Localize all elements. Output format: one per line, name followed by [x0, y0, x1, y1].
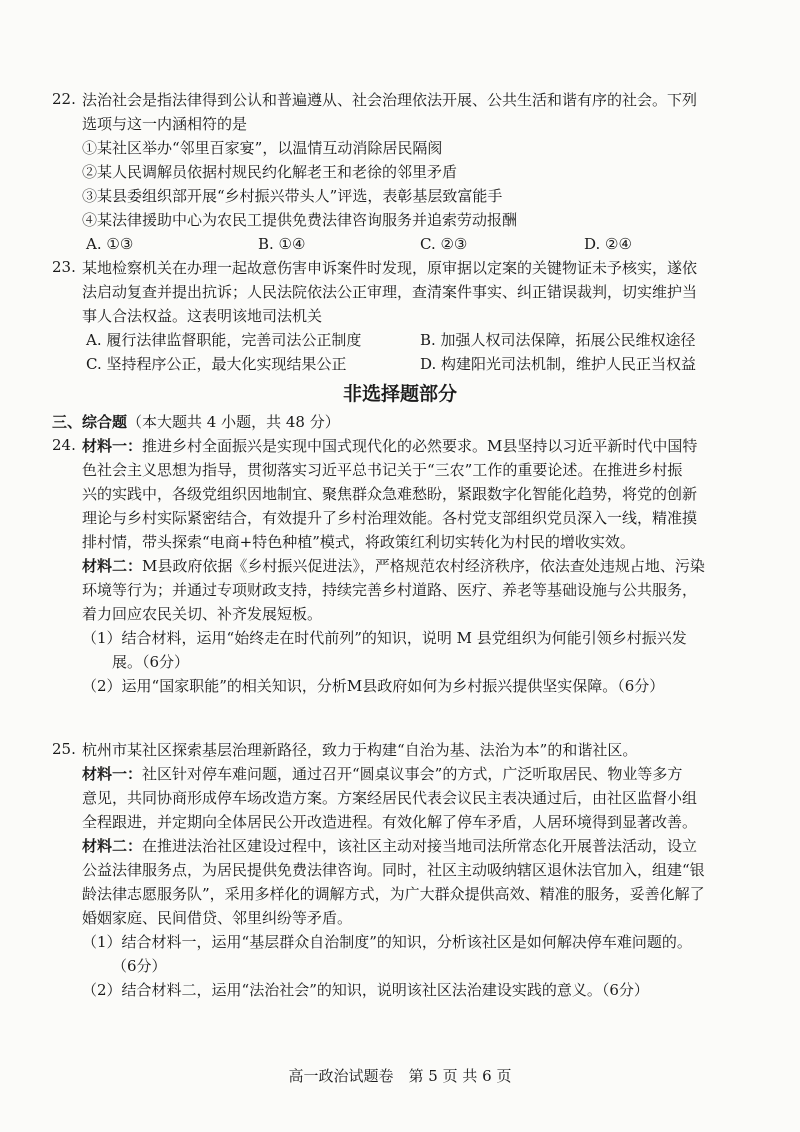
section-heading-note: （本大题共 4 小题，共 48 分） — [127, 413, 340, 431]
material-label: 材料二： — [82, 557, 143, 575]
material-text: M县政府依据《乡村振兴促进法》，严格规范农村经济秩序，依法查处违规占地、污染 — [142, 557, 705, 575]
option-b: B. 加强人权司法保障，拓展公民维权途径 — [420, 331, 696, 349]
material-line — [82, 556, 705, 576]
material-line: 全程跟进，并定期向全体居民公开改造进程。有效化解了停车矛盾，人居环境得到显著改善。 — [82, 813, 698, 831]
sub-question-cont: （6分） — [112, 957, 167, 975]
statement-item: ①某社区举办“邻里百家宴”，以温情互动消除居民隔阂 — [82, 139, 443, 157]
material-line: 着力回应农民关切、补齐发展短板。 — [82, 605, 323, 623]
material-text: 在推进法治社区建设过程中，该社区主动对接当地司法所常态化开展普法活动，设立 — [142, 837, 698, 855]
sub-question: （1）结合材料，运用“始终走在时代前列”的知识，说明 M 县党组织为何能引领乡村振兴发 — [82, 629, 687, 647]
material-line — [82, 436, 697, 456]
section-heading — [52, 412, 340, 432]
question-stem-line: 某地检察机关在办理一起故意伤害申诉案件时发现，原审据以定案的关键物证未予核实，遂依 — [82, 259, 698, 277]
statement-item: ④某法律援助中心为农民工提供免费法律咨询服务并追索劳动报酬 — [82, 211, 518, 229]
material-line: 环境等行为；并通过专项财政支持，持续完善乡村道路、医疗、养老等基础设施与公共服务， — [82, 581, 698, 599]
material-text: 推进乡村全面振兴是实现中国式现代化的必然要求。M县坚持以习近平新时代中国特 — [142, 437, 698, 455]
option-a: A. 履行法律监督职能，完善司法公正制度 — [86, 331, 362, 349]
section-title: 非选择题部分 — [342, 383, 457, 405]
question-number: 25. — [52, 740, 76, 758]
statement-item: ②某人民调解员依据村规民约化解老王和老徐的邻里矛盾 — [82, 163, 458, 181]
page-footer: 高一政治试题卷 第 5 页 共 6 页 — [288, 1067, 512, 1085]
statement-item: ③某县委组织部开展“乡村振兴带头人”评选，表彰基层致富能手 — [82, 187, 503, 205]
sub-question: （2）运用“国家职能”的相关知识，分析M县政府如何为乡村振兴提供坚实保障。（6分） — [82, 677, 665, 695]
material-line — [82, 764, 682, 784]
section-heading-label: 三、综合题 — [52, 413, 128, 431]
material-line: 龄法律志愿服务队”，采用多样化的调解方式，为广大群众提供高效、精准的服务，妥善化解了 — [82, 885, 705, 903]
sub-question: （2）结合材料二，运用“法治社会”的知识，说明该社区法治建设实践的意义。（6分） — [82, 981, 649, 999]
material-line: 理论与乡村实际紧密结合，有效提升了乡村治理效能。各村党支部组织党员深入一线，精准摸 — [82, 509, 698, 527]
material-line: 意见，共同协商形成停车场改造方案。方案经居民代表会议民主表决通过后，由社区监督小组 — [82, 789, 698, 807]
material-label: 材料一： — [82, 437, 143, 455]
question-stem-line: 选项与这一内涵相符的是 — [82, 115, 248, 133]
question-number: 23. — [52, 258, 76, 276]
option-a: A. ①③ — [86, 235, 134, 253]
question-intro: 杭州市某社区探索基层治理新路径，致力于构建“自治为基、法治为本”的和谐社区。 — [82, 741, 638, 759]
material-label: 材料一： — [82, 765, 143, 783]
option-b: B. ①④ — [258, 235, 306, 253]
material-line: 婚姻家庭、民间借贷、邻里纠纷等矛盾。 — [82, 909, 353, 927]
question-stem-line: 法启动复查并提出抗诉；人民法院依法公正审理，查清案件事实、纠正错误裁判，切实维护当 — [82, 283, 698, 301]
material-line: 公益法律服务点，为居民提供免费法律咨询。同时，社区主动吸纳辖区退休法官加入，组建“银 — [82, 861, 705, 879]
sub-question: （1）结合材料一，运用“基层群众自治制度”的知识，分析该社区是如何解决停车难问题的。 — [82, 933, 692, 951]
question-stem-line: 法治社会是指法律得到公认和普遍遵从、社会治理依法开展、公共生活和谐有序的社会。下列 — [82, 91, 698, 109]
material-text: 社区针对停车难问题，通过召开“圆桌议事会”的方式，广泛听取居民、物业等多方 — [142, 765, 683, 783]
option-c: C. ②③ — [420, 235, 468, 253]
material-line: 色社会主义思想为指导，贯彻落实习近平总书记关于“三农”工作的重要论述。在推进乡村振 — [82, 461, 683, 479]
material-line: 兴的实践中，各级党组织因地制宜、聚焦群众急难愁盼，紧跟数字化智能化趋势，将党的创新 — [82, 485, 698, 503]
option-d: D. 构建阳光司法机制，维护人民正当权益 — [420, 355, 697, 373]
option-c: C. 坚持程序公正，最大化实现结果公正 — [86, 355, 347, 373]
sub-question-cont: 展。（6分） — [112, 653, 190, 671]
option-d: D. ②④ — [584, 235, 632, 253]
material-line: 排村情，带头探索“电商+特色种植”模式，将政策红利切实转化为村民的增收实效。 — [82, 533, 635, 551]
question-number: 24. — [52, 436, 76, 454]
material-line — [82, 836, 697, 856]
question-number: 22. — [52, 90, 76, 108]
question-stem-line: 事人合法权益。这表明该地司法机关 — [82, 307, 323, 325]
material-label: 材料二： — [82, 837, 143, 855]
